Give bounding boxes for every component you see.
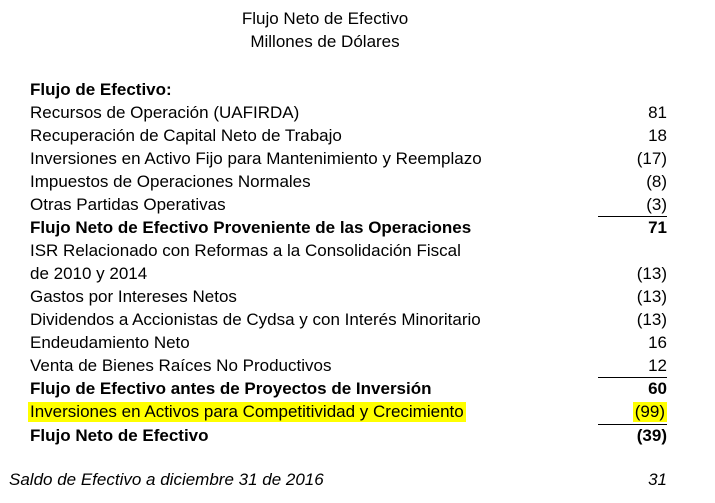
- row-operations-net-flow: [0, 218, 715, 241]
- total-rule: [598, 424, 667, 425]
- row-label: Otras Partidas Operativas: [30, 195, 226, 214]
- row-net-borrowing: [0, 333, 715, 356]
- row-label: Gastos por Intereses Netos: [30, 287, 237, 306]
- row-working-capital: [0, 126, 715, 149]
- row-value: 71: [648, 218, 667, 237]
- row-label: Venta de Bienes Raíces No Productivos: [30, 356, 332, 375]
- row-label: Impuestos de Operaciones Normales: [30, 172, 311, 191]
- subtotal-rule: [598, 216, 667, 217]
- footer-label: Saldo de Efectivo a diciembre 31 de 2016: [9, 470, 324, 489]
- row-value: (13): [636, 287, 667, 306]
- row-label: Flujo Neto de Efectivo Proveniente de las Operaciones: [30, 218, 472, 237]
- row-label: de 2010 y 2014: [30, 264, 148, 283]
- page-subtitle: Millones de Dólares: [250, 32, 400, 51]
- row-real-estate-sale: [0, 356, 715, 379]
- row-label: Flujo Neto de Efectivo: [30, 426, 209, 445]
- row-label-highlighted: Inversiones en Activos para Competitividad y Crecimiento: [30, 402, 464, 421]
- row-growth-investments: [0, 402, 715, 425]
- row-label: ISR Relacionado con Reformas a la Consolidación Fiscal: [30, 241, 461, 260]
- section-heading-label: Flujo de Efectivo:: [30, 80, 172, 99]
- row-other-operating: [0, 195, 715, 218]
- row-value: (39): [636, 426, 667, 445]
- row-fixed-asset-investment: [0, 149, 715, 172]
- row-value: 12: [648, 356, 667, 375]
- row-value: (13): [636, 310, 667, 329]
- row-isr-years: [0, 264, 715, 287]
- row-value: 81: [648, 103, 667, 122]
- row-value-highlighted: (99): [634, 402, 665, 421]
- row-normal-taxes: [0, 172, 715, 195]
- row-label: Dividendos a Accionistas de Cydsa y con Interés Minoritario: [30, 310, 481, 329]
- row-cash-balance: [0, 470, 715, 493]
- section-heading: [0, 80, 715, 103]
- row-value: 60: [648, 379, 667, 398]
- row-isr-reform: [0, 241, 715, 264]
- row-dividends: [0, 310, 715, 333]
- row-label: Recuperación de Capital Neto de Trabajo: [30, 126, 342, 145]
- footer-value: 31: [648, 470, 667, 489]
- row-label: Flujo de Efectivo antes de Proyectos de Inversión: [30, 379, 432, 398]
- row-value: 16: [648, 333, 667, 352]
- row-value: (13): [636, 264, 667, 283]
- row-pre-investment-flow: [0, 379, 715, 402]
- row-value: 18: [648, 126, 667, 145]
- subtotal-rule: [598, 377, 667, 378]
- page-title: Flujo Neto de Efectivo: [241, 9, 409, 28]
- row-label: Inversiones en Activo Fijo para Mantenimiento y Reemplazo: [30, 149, 482, 168]
- row-operating-resources: [0, 103, 715, 126]
- row-net-cash-flow: [0, 426, 715, 449]
- row-label: Endeudamiento Neto: [30, 333, 190, 352]
- row-value: (3): [646, 195, 667, 214]
- row-label: Recursos de Operación (UAFIRDA): [30, 103, 300, 122]
- row-value: (8): [646, 172, 667, 191]
- row-value: (17): [636, 149, 667, 168]
- row-net-interest: [0, 287, 715, 310]
